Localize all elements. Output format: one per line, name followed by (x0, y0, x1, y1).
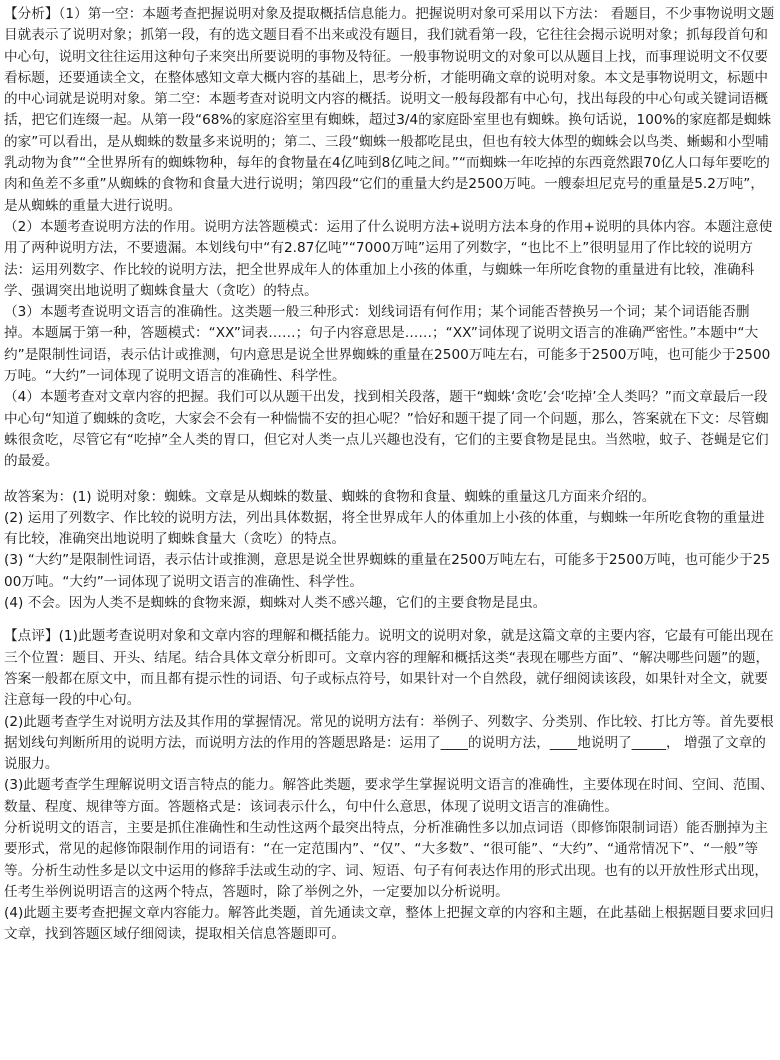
analysis-section (4, 4, 776, 473)
answer-item-3: (3) “大约”是限制性词语，表示估计或推测，意思是说全世界蜘蛛的重量在2500万吨左右，可能多于2500万吨，也可能少于2500万吨。“大约”一词体现了说明文语言的准确性、科学性。 (4, 552, 771, 590)
answer-item-1: 故答案为：(1) 说明对象：蜘蛛。文章是从蜘蛛的数量、蜘蛛的食物和食量、蜘蛛的重量这几方面来介绍的。 (4, 488, 656, 505)
comment-paragraph-5: (4)此题主要考查把握文章内容能力。解答此类题，首先通读文章，整体上把握文章的内容和主题，在此基础上根据题目要求回归文章，找到答题区域仔细阅读，提取相关信息答题即可。 (4, 905, 774, 943)
section-spacer (4, 614, 776, 626)
comment-paragraph-3: (3)此题考查学生理解说明文语言特点的能力。解答此类题，要求学生掌握说明文语言的准确性，主要体现在时间、空间、范围、数量、程度、规律等方面。答题格式是：该词表示什么，句中什么意思，体现了说明文语言的准确性。 (4, 777, 774, 815)
section-spacer (4, 473, 776, 487)
comment-paragraph-1: 【点评】(1)此题考查说明对象和文章内容的理解和概括能力。说明文的说明对象，就是这篇文章的主要内容，它最有可能出现在三个位置：题目、开头、结尾。结合具体文章分析即可。文章内容的理解和概括这类“表现在哪些方面”、“解决哪些问题”的题，答案一般都在原文中，而且都有提示性的词语、句子或标点符号，如果针对一个自然段，就仔细阅读该段，如果针对全文，就要注意每一段的中心句。 (4, 628, 774, 709)
answer-item-4: (4) 不会。因为人类不是蜘蛛的食物来源，蜘蛛对人类不感兴趣，它们的主要食物是昆虫。 (4, 595, 547, 612)
comment-paragraph-2: (2)此题考查学生对说明方法及其作用的掌握情况。常见的说明方法有：举例子、列数字、分类别、作比较、打比方等。首先要根据划线句判断所用的说明方法，而说明方法的作用的答题思路是：运用了____的说明方法，____地说明了_____， 增强了文章的说服力。 (4, 713, 774, 773)
analysis-paragraph-3: （3）本题考查说明文语言的准确性。这类题一般三种形式：划线词语有何作用；某个词能否替换另一个词；某个词语能否删掉。本题属于第一种，答题模式：“XX”词表……；句子内容意思是……；“XX”词体现了说明文语言的准确严密性。”本题中“大约”是限制性词语，表示估计或推测，句内意思是说全世界蜘蛛的重量在2500万吨左右，可能多于2500万吨，也可能少于2500万吨。“大约”一词体现了说明文语言的准确性、科学性。 (4, 304, 771, 385)
answer-section (4, 487, 776, 615)
analysis-paragraph-2: （2）本题考查说明方法的作用。说明方法答题模式：运用了什么说明方法+说明方法本身的作用+说明的具体内容。本题注意使用了两种说明方法，不要遗漏。本划线句中“有2.87亿吨”“7000万吨”运用了列数字，“也比不上”很明显用了作比较的说明方法：运用列数字、作比较的说明方法，把全世界成年人的体重加上小孩的体重，与蜘蛛一年所吃食物的重量进有比较，准确科学、强调突出地说明了蜘蛛食量大（贪吃）的特点。 (4, 218, 773, 299)
comment-section (4, 626, 776, 945)
comment-paragraph-4: 分析说明文的语言，主要是抓住准确性和生动性这两个最突出特点，分析准确性多以加点词语（即修饰限制词语）能否删掉为主要形式，常见的起修饰限制作用的词语有：“在一定范围内”、“仅”、“大多数”、“很可能”、“大约”、“通常情况下”、“一般”等等。分析生动性多是以文中运用的修辞手法或生动的字、词、短语、句子有何表达作用的形式出现。也有的以开放性形式出现，任考生举例说明语言的这两个特点，答题时，除了举例之外，一定要加以分析说明。 (4, 819, 769, 900)
analysis-paragraph-4: （4）本题考查对文章内容的把握。我们可以从题干出发，找到相关段落，题干“蜘蛛‘贪吃’会‘吃掉’全人类吗？”而文章最后一段中心句“知道了蜘蛛的贪吃，大家会不会有一种惴惴不安的担心呢？”恰好和题干提了同一个问题，那么，答案就在下文：尽管蜘蛛很贪吃，尽管它有“吃掉”全人类的胃口，但它对人类一点儿兴趣也没有，它们的主要食物是昆虫。当然啦，蚊子、苍蝇是它们的最爱。 (4, 389, 769, 470)
answer-item-2: (2) 运用了列数字、作比较的说明方法，列出具体数据，将全世界成年人的体重加上小孩的体重，与蜘蛛一年所吃食物的重量进有比较，准确突出地说明了蜘蛛食量大（贪吃）的特点。 (4, 509, 765, 548)
analysis-paragraph-1: 【分析】（1）第一空：本题考查把握说明对象及提取概括信息能力。把握说明对象可采用以下方法： 看题目，不少事物说明文题目就表示了说明对象；抓第一段，有的选文题目看不出来或没有题目，我们就看第一段，它往往会揭示说明对象；抓每段首句和中心句，说明文往往运用这种句子来突出所要说明的事物及特征。一般事物说明文的对象可以从题目上找，而事理说明文不仅要看标题，还要通读全文，在整体感知文章大概内容的基础上，思考分析，才能明确文章的说明对象。本文是事物说明文，标题中的中心词就是说明对象。第二空：本题考查对说明文内容的概括。说明文一般每段都有中心句，找出每段的中心句或关键词语概括，把它们连缀一起。从第一段“68%的家庭浴室里有蜘蛛，超过3/4的家庭卧室里也有蜘蛛。换句话说，100%的家庭都是蜘蛛的家”可以看出，是从蜘蛛的数量多来说明的；第二、三段“蜘蛛一般都吃昆虫，但也有较大体型的蜘蛛会以鸟类、蜥蜴和小型哺乳动物为食”“全世界所有的蜘蛛物种，每年的食物量在4亿吨到8亿吨之间。”“而蜘蛛一年吃掉的东西竟然跟70亿人口每年要吃的肉和鱼差不多重”从蜘蛛的食物和食量大进行说明；第四段“它们的重量大约是2500万吨。一艘泰坦尼克号的重量是5.2万吨”，是从蜘蛛的重量大进行说明。 (4, 6, 775, 214)
